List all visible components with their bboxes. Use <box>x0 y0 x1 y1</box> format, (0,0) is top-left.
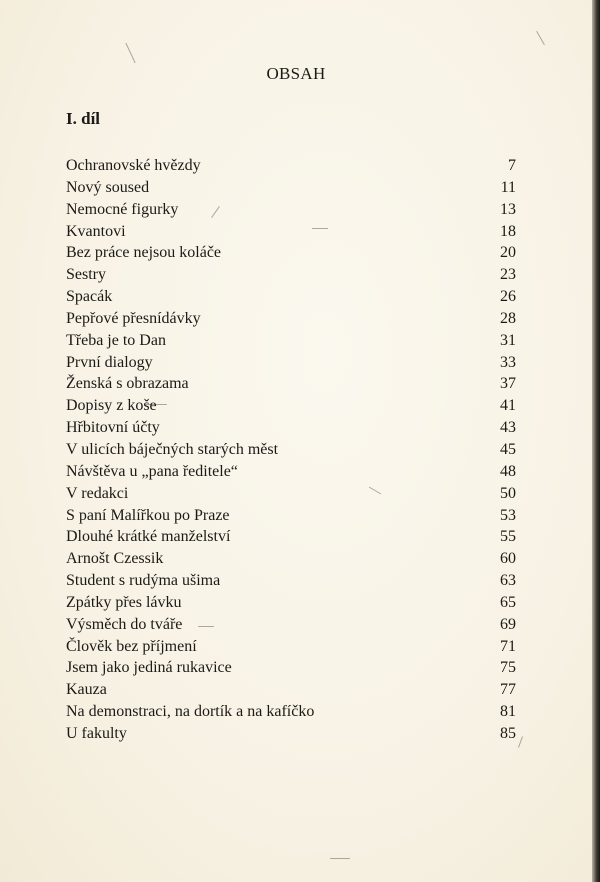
toc-title: Člověk bez příjmení <box>66 637 197 655</box>
toc-page-number: 31 <box>500 331 516 349</box>
toc-entry <box>66 614 516 636</box>
toc-title: V ulicích báječných starých měst <box>66 440 279 458</box>
page-title: OBSAH <box>266 64 326 83</box>
toc-entry <box>66 439 516 461</box>
toc-title: Na demonstraci, na dortík a na kafíčko <box>66 703 315 721</box>
toc-page-number: 26 <box>500 288 516 306</box>
toc-page-number: 20 <box>500 244 516 262</box>
toc-entry <box>66 570 516 592</box>
paper-fleck <box>330 858 350 859</box>
toc-entry <box>66 592 516 614</box>
toc-entry <box>66 308 516 330</box>
toc-entry <box>66 636 516 658</box>
table-of-contents <box>66 155 516 745</box>
toc-title: Návštěva u „pana ředitele“ <box>66 462 238 480</box>
toc-title: Třeba je to Dan <box>66 331 166 349</box>
toc-entry <box>66 657 516 679</box>
toc-title: Nový soused <box>66 178 150 196</box>
toc-title: Arnošt Czessik <box>66 550 164 568</box>
paper-fleck <box>536 31 545 45</box>
toc-entry <box>66 177 516 199</box>
toc-title: Kvantovi <box>66 222 126 240</box>
toc-entry <box>66 548 516 570</box>
toc-title: Hřbitovní účty <box>66 419 160 437</box>
toc-entry <box>66 221 516 243</box>
toc-page-number: 18 <box>500 222 516 240</box>
toc-entry <box>66 373 516 395</box>
toc-page-number: 50 <box>500 484 516 502</box>
toc-entry <box>66 679 516 701</box>
toc-title: Dopisy z koše <box>66 397 157 415</box>
toc-page-number: 33 <box>500 353 516 371</box>
toc-page-number: 23 <box>500 266 516 284</box>
toc-title: Výsměch do tváře <box>66 615 183 633</box>
toc-title: Ochranovské hvězdy <box>66 157 201 174</box>
paper-fleck <box>518 736 523 748</box>
toc-entry <box>66 264 516 286</box>
toc-page-number: 43 <box>500 419 516 437</box>
toc-title: První dialogy <box>66 353 153 371</box>
toc-title: Pepřové přesnídávky <box>66 309 201 327</box>
toc-page-number: 45 <box>500 440 516 458</box>
part-heading: I. díl <box>66 109 101 128</box>
toc-page-number: 41 <box>500 397 516 415</box>
toc-page-number: 69 <box>500 615 516 633</box>
toc-entry <box>66 505 516 527</box>
toc-entry <box>66 352 516 374</box>
toc-title: Nemocné figurky <box>66 200 179 218</box>
toc-entry <box>66 723 516 745</box>
toc-page-number: 81 <box>500 703 516 721</box>
toc-title: S paní Malířkou po Praze <box>66 506 230 524</box>
toc-title: Sestry <box>66 266 106 284</box>
toc-page-number: 11 <box>500 178 516 196</box>
toc-page-number: 7 <box>508 157 516 174</box>
toc-entry <box>66 199 516 221</box>
toc-title: Ženská s obrazama <box>66 375 189 393</box>
toc-page-number: 77 <box>500 681 516 699</box>
paper-fleck <box>125 43 135 63</box>
toc-entry <box>66 242 516 264</box>
toc-page-number: 13 <box>500 200 516 218</box>
toc-page-number: 65 <box>500 593 516 611</box>
toc-page-number: 60 <box>500 550 516 568</box>
toc-title: Bez práce nejsou koláče <box>66 244 222 262</box>
toc-page-number: 71 <box>500 637 516 655</box>
toc-title: Kauza <box>66 681 107 699</box>
toc-entry <box>66 461 516 483</box>
toc-entry <box>66 330 516 352</box>
toc-entry <box>66 286 516 308</box>
toc-title: Zpátky přes lávku <box>66 593 182 611</box>
toc-title: Student s rudýma ušima <box>66 572 221 590</box>
toc-page-number: 75 <box>500 659 516 677</box>
toc-page-number: 53 <box>500 506 516 524</box>
toc-title: Jsem jako jediná rukavice <box>66 659 232 677</box>
toc-entry <box>66 395 516 417</box>
toc-entry <box>66 526 516 548</box>
toc-page-number: 48 <box>500 462 516 480</box>
page-edge-shadow <box>592 0 600 882</box>
toc-page-number: 28 <box>500 309 516 327</box>
toc-title: U fakulty <box>66 724 127 742</box>
toc-page-number: 85 <box>500 724 516 742</box>
toc-entry <box>66 701 516 723</box>
toc-title: Dlouhé krátké manželství <box>66 528 231 546</box>
toc-page-number: 37 <box>500 375 516 393</box>
toc-entry <box>66 483 516 505</box>
toc-title: V redakci <box>66 484 129 502</box>
toc-page-number: 55 <box>500 528 516 546</box>
toc-entry <box>66 417 516 439</box>
toc-title: Spacák <box>66 288 113 306</box>
toc-page-number: 63 <box>500 572 516 590</box>
toc-entry <box>66 155 516 177</box>
